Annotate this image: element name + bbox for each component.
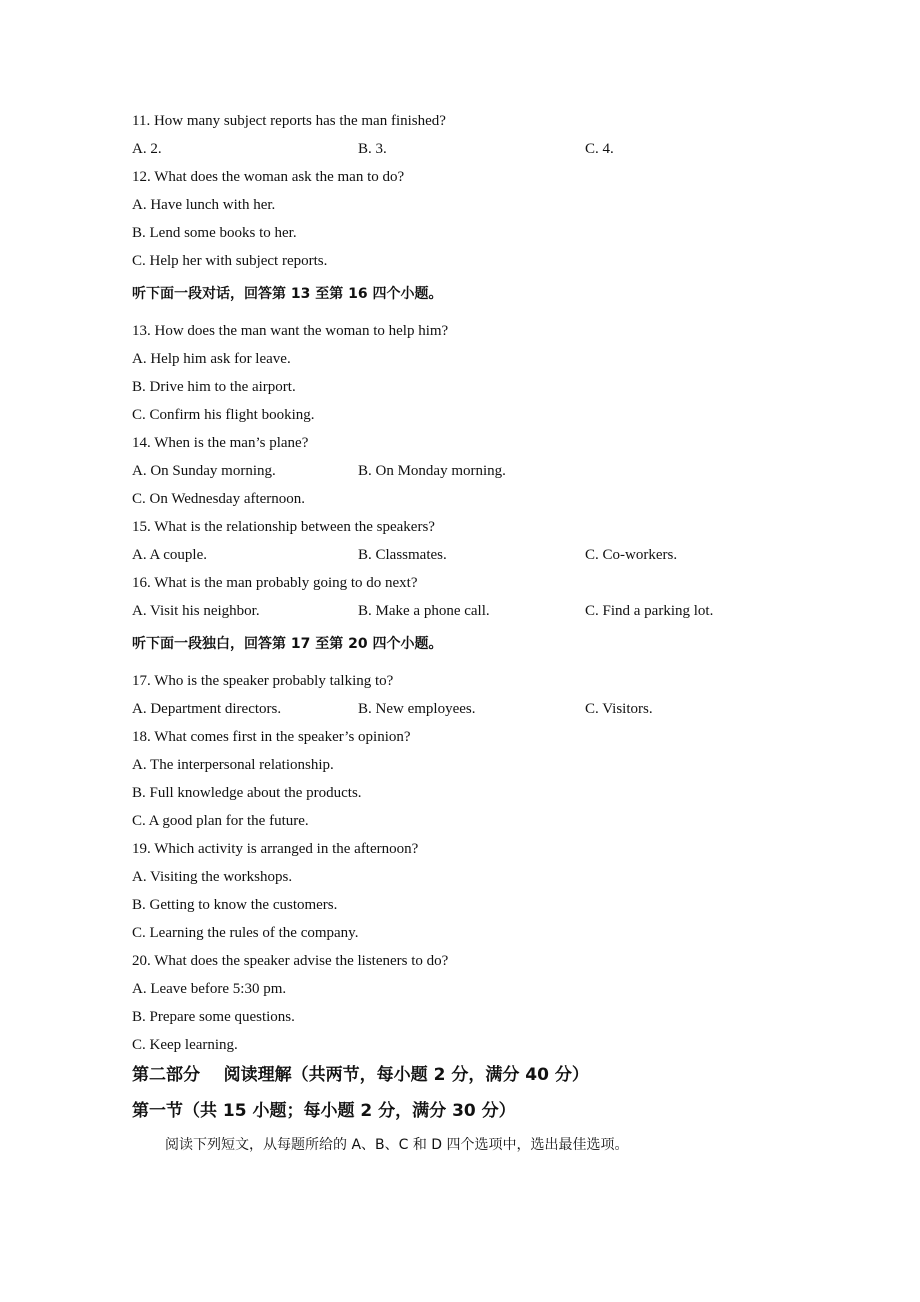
text-line: C. Confirm his flight booking. <box>132 407 315 423</box>
text-line: C. A good plan for the future. <box>132 813 309 829</box>
answer-option: C. Visitors. <box>585 701 653 717</box>
text-line: 17. Who is the speaker probably talking to? <box>132 673 394 689</box>
answer-option: A. Visit his neighbor. <box>132 603 260 619</box>
answer-option: B. Classmates. <box>358 547 447 563</box>
text-line: A. The interpersonal relationship. <box>132 757 334 773</box>
text-line: 20. What does the speaker advise the listeners to do? <box>132 953 449 969</box>
text-line: 13. How does the man want the woman to help him? <box>132 323 449 339</box>
answer-options-row <box>132 457 832 485</box>
answer-option: B. Make a phone call. <box>358 603 490 619</box>
answer-option: C. Find a parking lot. <box>585 603 714 619</box>
text-line: A. Leave before 5:30 pm. <box>132 981 287 997</box>
answer-option: A. On Sunday morning. <box>132 463 276 479</box>
text-line: B. Prepare some questions. <box>132 1009 295 1025</box>
text-line: 18. What comes first in the speaker’s opinion? <box>132 729 411 745</box>
answer-option: C. 4. <box>585 141 614 157</box>
text-line: B. Full knowledge about the products. <box>132 785 362 801</box>
answer-options-row <box>132 541 832 569</box>
answer-option: A. Department directors. <box>132 701 282 717</box>
section-instruction-heading: 听下面一段独白，回答第 17 至第 20 四个小题。 <box>132 636 443 652</box>
text-line: 16. What is the man probably going to do next? <box>132 575 418 591</box>
text-line: 11. How many subject reports has the man finished? <box>132 113 446 129</box>
answer-option: A. A couple. <box>132 547 207 563</box>
text-line: 19. Which activity is arranged in the afternoon? <box>132 841 419 857</box>
answer-option: B. On Monday morning. <box>358 463 506 479</box>
text-line: C. Keep learning. <box>132 1037 238 1053</box>
answer-option: B. 3. <box>358 141 387 157</box>
section-instruction-heading: 听下面一段对话，回答第 13 至第 16 四个小题。 <box>132 286 443 302</box>
text-line: C. On Wednesday afternoon. <box>132 491 306 507</box>
text-line: C. Learning the rules of the company. <box>132 925 359 941</box>
answer-option: B. New employees. <box>358 701 476 717</box>
text-line: A. Help him ask for leave. <box>132 351 291 367</box>
text-line: A. Visiting the workshops. <box>132 869 293 885</box>
answer-options-row <box>132 597 832 625</box>
answer-options-row <box>132 695 832 723</box>
reading-instruction: 阅读下列短文，从每题所给的 A、B、C 和 D 四个选项中，选出最佳选项。 <box>165 1137 629 1153</box>
answer-option: C. Co-workers. <box>585 547 678 563</box>
text-line: A. Have lunch with her. <box>132 197 276 213</box>
text-line: B. Lend some books to her. <box>132 225 297 241</box>
section-heading: 第一节（共 15 小题；每小题 2 分，满分 30 分） <box>132 1101 516 1121</box>
exam-document <box>132 107 832 1162</box>
text-line: C. Help her with subject reports. <box>132 253 328 269</box>
text-line: B. Getting to know the customers. <box>132 897 338 913</box>
text-line: 12. What does the woman ask the man to do? <box>132 169 405 185</box>
text-line: 15. What is the relationship between the speakers? <box>132 519 435 535</box>
part-heading: 第二部分 阅读理解（共两节，每小题 2 分，满分 40 分） <box>132 1065 589 1085</box>
answer-options-row <box>132 135 832 163</box>
text-line: 14. When is the man’s plane? <box>132 435 309 451</box>
answer-option: A. 2. <box>132 141 162 157</box>
text-line: B. Drive him to the airport. <box>132 379 296 395</box>
